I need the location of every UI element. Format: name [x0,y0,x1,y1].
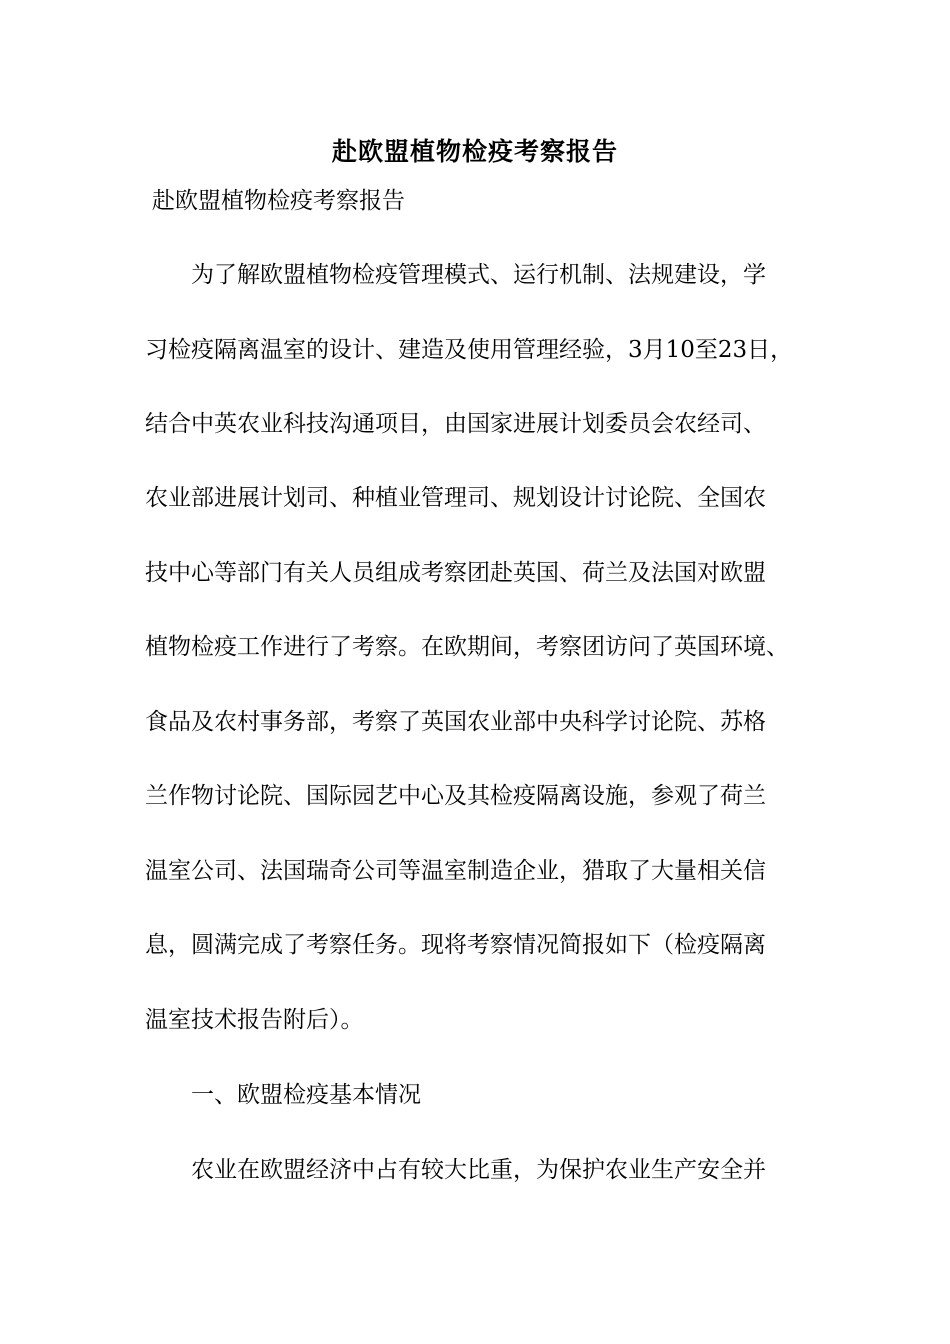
body-line-4: 农业部进展计划司、种植业管理司、规划设计讨论院、全国农 [145,485,766,511]
document-title: 赴欧盟植物检疫考察报告 [331,137,618,166]
body-line-12: 农业在欧盟经济中占有较大比重，为保护农业生产安全并 [145,1157,766,1183]
body-line-2: 习检疫隔离温室的设计、建造及使用管理经验，3月10至23日， [145,337,794,363]
body-line-1: 为了解欧盟植物检疫管理模式、运行机制、法规建设，学 [145,262,766,288]
body-line-3: 结合中英农业科技沟通项目，由国家进展计划委员会农经司、 [145,411,766,437]
document-subtitle: 赴欧盟植物检疫考察报告 [152,188,405,214]
body-line-10: 息，圆满完成了考察任务。现将考察情况简报如下（检疫隔离 [145,932,766,958]
body-line-9: 温室公司、法国瑞奇公司等温室制造企业，猎取了大量相关信 [145,858,766,884]
body-line-7: 食品及农村事务部，考察了英国农业部中央科学讨论院、苏格 [145,709,766,735]
body-line-5: 技中心等部门有关人员组成考察团赴英国、荷兰及法国对欧盟 [145,560,766,586]
body-line-8: 兰作物讨论院、国际园艺中心及其检疫隔离设施，参观了荷兰 [145,783,766,809]
body-line-6: 植物检疫工作进行了考察。在欧期间，考察团访问了英国环境、 [145,634,789,660]
body-line-11: 温室技术报告附后）。 [145,1007,364,1033]
section-heading-1: 一、欧盟检疫基本情况 [145,1082,421,1108]
